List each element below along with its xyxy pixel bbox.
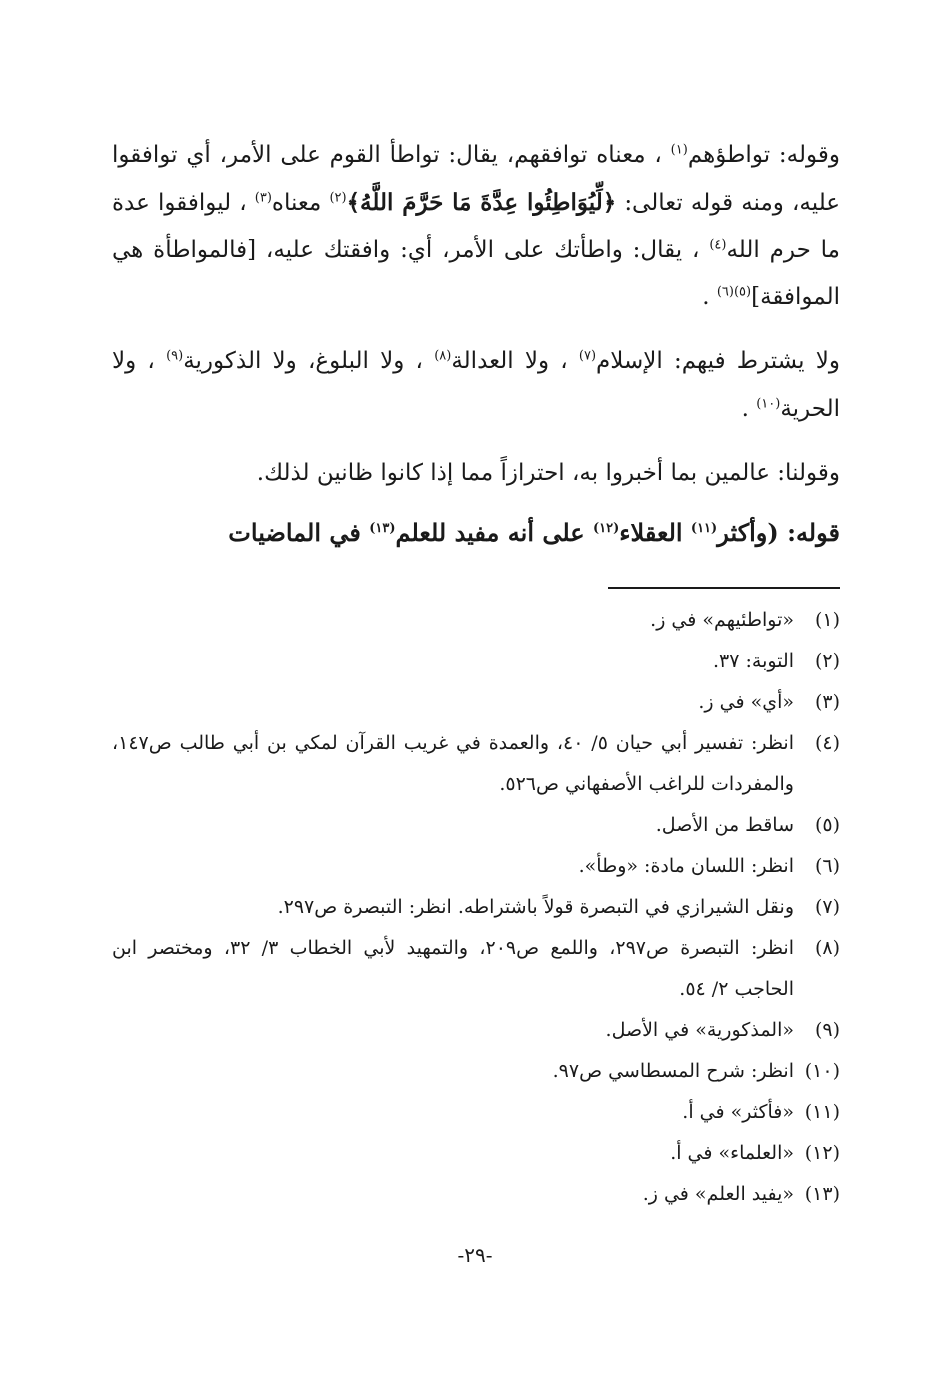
footnote-text: «يفيد العلم» في ز.	[642, 1183, 794, 1205]
footnote-number: (١)	[814, 609, 840, 631]
footnote-text: «فأكثر» في أ.	[682, 1101, 794, 1123]
footnote-text: «تواطئيهم» في ز.	[650, 609, 794, 631]
footnote-item	[112, 723, 840, 805]
footnote-ref: (١٣)	[369, 521, 396, 536]
footnote-number: (٢)	[814, 650, 840, 672]
footnote-number: (١١)	[804, 1101, 840, 1123]
footnote-ref: (٩)	[166, 348, 184, 364]
quran-verse: ﴿لِّيُوَاطِئُوا عِدَّةَ مَا حَرَّمَ اللَّهُ﴾	[346, 189, 617, 216]
text-run: على أنه مفيد للعلم	[395, 518, 585, 547]
footnote-item	[112, 1092, 840, 1133]
text-run: ، ولا الحرية	[112, 348, 840, 422]
footnote-item	[112, 887, 840, 928]
footnote-item	[112, 805, 840, 846]
paragraph-conditions	[112, 337, 840, 433]
footnote-ref: (٢)	[329, 190, 347, 206]
footnote-number: (٨)	[814, 937, 840, 959]
footnote-ref: (٥)	[733, 284, 752, 300]
footnote-number: (٩)	[814, 1019, 840, 1041]
footnote-item	[112, 682, 840, 723]
paragraph-definition	[112, 132, 840, 321]
footnote-ref: (١١)	[690, 521, 718, 536]
text-run: وقوله: تواطؤهم	[687, 142, 840, 168]
footnote-number: (١٠)	[804, 1060, 840, 1082]
footnote-text: «العلماء» في أ.	[670, 1142, 794, 1164]
footnote-ref: (٨)	[434, 348, 452, 364]
text-run: ، ولا العدالة	[451, 348, 568, 374]
footnote-ref: (٤)	[709, 237, 727, 253]
footnote-ref: (٧)	[578, 348, 597, 364]
text-run: معناه	[271, 190, 322, 216]
footnote-text: انظر: اللسان مادة: «وطأ».	[578, 855, 794, 877]
footnote-item	[112, 1051, 840, 1092]
footnote-number: (٧)	[814, 896, 840, 918]
text-run: .	[702, 284, 710, 310]
footnote-ref: (١٠)	[756, 396, 781, 412]
text-run: في الماضيات	[228, 518, 361, 547]
footnote-ref: (١٢)	[592, 521, 620, 536]
footnotes	[112, 600, 840, 1215]
text-run: العقلاء	[619, 518, 683, 547]
footnote-ref: (٦)	[716, 284, 734, 300]
footnote-ref: (٣)	[254, 190, 272, 206]
footnote-item	[112, 600, 840, 641]
footnote-text: ونقل الشيرازي في التبصرة قولاً باشتراطه. انظر: التبصرة ص٢٩٧.	[277, 896, 794, 918]
footnote-item	[112, 1010, 840, 1051]
footnote-number: (٤)	[814, 732, 840, 754]
text-run: ، ولا البلوغ، ولا الذكورية	[183, 348, 423, 374]
footnote-text: انظر: التبصرة ص٢٩٧، واللمع ص٢٠٩، والتمهيد لأبي الخطاب ٣/ ٣٢، ومختصر ابن الحاجب ٢/ ٥٤.	[112, 937, 794, 1000]
footnote-text: انظر: شرح المسطاسي ص٩٧.	[552, 1060, 794, 1082]
footnote-text: «أي» في ز.	[698, 691, 794, 713]
footnote-number: (١٢)	[804, 1142, 840, 1164]
footnote-text: التوبة: ٣٧.	[712, 650, 794, 672]
footnote-text: ساقط من الأصل.	[655, 814, 794, 836]
footnote-number: (٥)	[814, 814, 840, 836]
paragraph-heading-statement	[112, 509, 840, 557]
footnote-item	[112, 641, 840, 682]
footnote-item	[112, 928, 840, 1010]
main-text	[112, 132, 840, 557]
footnote-number: (١٣)	[804, 1183, 840, 1205]
footnote-item	[112, 846, 840, 887]
footnote-text: «المذكورية» في الأصل.	[605, 1019, 794, 1041]
footnote-number: (٣)	[814, 691, 840, 713]
text-run: ولا يشترط فيهم: الإسلام	[596, 348, 841, 374]
page-number: -٢٩-	[457, 1243, 493, 1267]
footnote-ref: (١)	[670, 142, 688, 158]
text-run: ، معناه توافقهم، يقال: تواطأ القوم على الأمر، أي توافقوا عليه، ومنه قوله تعالى:	[112, 142, 841, 216]
footnote-item	[112, 1174, 840, 1215]
text-run: .	[741, 396, 749, 422]
paragraph-knowledge: وقولنا: عالمين بما أخبروا به، احترازاً مما إذا كانوا ظانين لذلك.	[256, 460, 840, 486]
footnote-separator	[608, 587, 840, 589]
text-run: قوله: (وأكثر	[717, 518, 840, 547]
text-run: ، يقال: واطأتك على الأمر، أي: وافقتك عليه، [فالمواطأة هي الموافقة]	[112, 237, 840, 310]
footnote-number: (٦)	[814, 855, 840, 877]
footnote-text: انظر: تفسير أبي حيان ٥/ ٤٠، والعمدة في غريب القرآن لمكي بن أبي طالب ص١٤٧، والمفردات للراغب الأصفهاني ص٥٢٦.	[112, 732, 794, 795]
text-run: ، ليوافقوا عدة ما حرم الله	[112, 190, 840, 263]
footnote-item	[112, 1133, 840, 1174]
